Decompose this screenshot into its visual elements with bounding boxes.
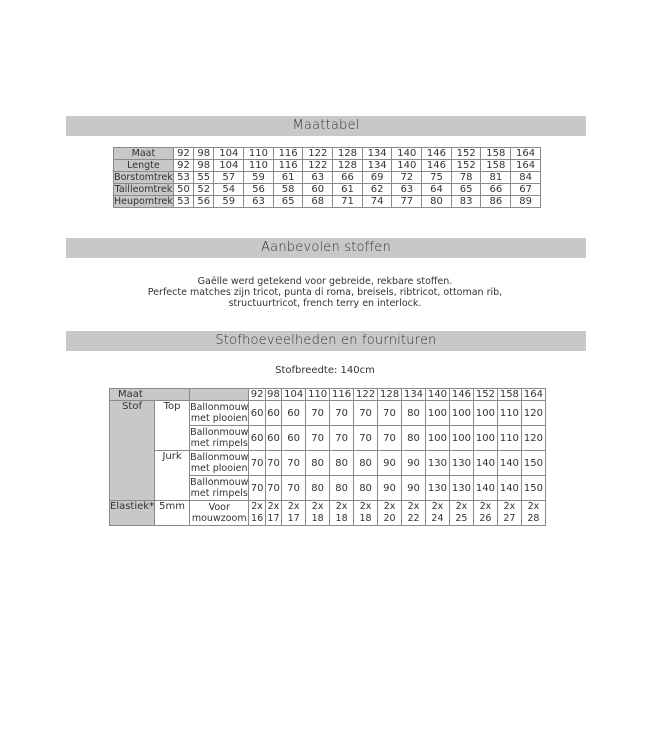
yardage-cell: 70 [265, 451, 281, 476]
size-cell: 140 [392, 148, 422, 160]
size-cell: 164 [511, 148, 541, 160]
yardage-desc: Ballonmouw met plooien [190, 402, 249, 424]
yardage-header-blank [190, 389, 249, 401]
yardage-desc: Ballonmouw met rimpels [190, 427, 249, 449]
size-row [114, 172, 541, 184]
size-row [114, 148, 541, 160]
size-cell: 61 [333, 184, 363, 196]
elastic-cell: 2x 24 [425, 501, 449, 526]
yardage-cell: 90 [402, 476, 426, 501]
size-cell: 84 [511, 172, 541, 184]
size-cell: 66 [333, 172, 363, 184]
size-cell: 81 [481, 172, 511, 184]
yardage-cell: 120 [521, 426, 545, 451]
yardage-cell: 100 [425, 426, 449, 451]
yardage-size: 104 [282, 389, 306, 401]
fabrics-line-3: structuurtricot, french terry en interlock. [228, 298, 422, 309]
size-cell: 66 [481, 184, 511, 196]
yardage-cell: 60 [282, 401, 306, 426]
size-cell: 60 [303, 184, 333, 196]
yardage-cell: 60 [249, 401, 265, 426]
elastic-width: 5mm [155, 501, 190, 526]
yardage-cell: 80 [354, 451, 378, 476]
size-cell: 152 [451, 160, 481, 172]
yardage-cell: 140 [497, 476, 521, 501]
yardage-desc: Ballonmouw met rimpels [190, 477, 249, 499]
size-cell: 77 [392, 196, 422, 208]
fabrics-line-1: Gaëlle werd getekend voor gebreide, rekbare stoffen. [197, 276, 453, 287]
size-row [114, 196, 541, 208]
yardage-row [110, 451, 546, 476]
size-cell: 128 [333, 148, 363, 160]
size-cell: 72 [392, 172, 422, 184]
size-cell: 74 [362, 196, 392, 208]
size-row-label: Maat [114, 148, 174, 160]
size-cell: 69 [362, 172, 392, 184]
yardage-header-row [110, 389, 546, 401]
yardage-desc: Ballonmouw met plooien [190, 452, 249, 474]
yardage-cell: 140 [497, 451, 521, 476]
size-cell: 65 [451, 184, 481, 196]
size-cell: 134 [362, 148, 392, 160]
elastic-desc: Voor mouwzoom [190, 501, 249, 526]
yardage-cell: 130 [449, 451, 473, 476]
yardage-cell: 130 [425, 476, 449, 501]
jurk-label: Jurk [155, 451, 190, 501]
yardage-cell: 70 [306, 401, 330, 426]
yardage-size: 98 [267, 389, 280, 400]
size-cell: 86 [481, 196, 511, 208]
size-row-label: Heupomtrek [114, 196, 173, 207]
yardage-cell: 110 [497, 426, 521, 451]
size-cell: 110 [244, 148, 274, 160]
yardage-size: 122 [354, 389, 378, 401]
size-cell: 89 [511, 196, 541, 208]
fabrics-line-2: Perfecte matches zijn tricot, punta di roma, breisels, ribtricot, ottoman rib, [147, 287, 503, 298]
size-cell: 75 [422, 172, 452, 184]
yardage-cell: 70 [378, 426, 402, 451]
yardage-cell: 70 [249, 451, 265, 476]
size-cell: 104 [214, 160, 244, 172]
yardage-cell: 130 [425, 451, 449, 476]
size-cell: 92 [173, 160, 193, 172]
yardage-cell: 70 [378, 401, 402, 426]
size-cell: 152 [451, 148, 481, 160]
yardage-cell: 120 [521, 401, 545, 426]
yardage-header-label: Maat [110, 389, 190, 401]
yardage-table [109, 388, 546, 526]
size-cell: 146 [422, 148, 452, 160]
size-cell: 140 [392, 160, 422, 172]
yardage-cell: 100 [473, 401, 497, 426]
elastic-cell: 2x 17 [282, 501, 306, 526]
size-row-label: Borstomtrek [114, 172, 173, 183]
yardage-cell: 80 [330, 451, 354, 476]
yardage-cell: 100 [425, 401, 449, 426]
yardage-cell: 70 [354, 401, 378, 426]
size-cell: 92 [173, 148, 193, 160]
yardage-cell: 80 [306, 451, 330, 476]
size-cell: 63 [392, 184, 422, 196]
size-cell: 59 [214, 196, 244, 208]
yardage-size: 152 [473, 389, 497, 401]
size-row-label: Lengte [114, 160, 174, 172]
size-cell: 158 [481, 160, 511, 172]
yardage-cell: 100 [473, 426, 497, 451]
size-cell: 61 [273, 172, 303, 184]
elastic-cell: 2x 18 [306, 501, 330, 526]
yardage-cell: 70 [354, 426, 378, 451]
yardage-cell: 90 [378, 451, 402, 476]
size-cell: 54 [214, 184, 244, 196]
size-table-title: Maattabel [66, 116, 586, 136]
fabrics-title: Aanbevolen stoffen [66, 238, 586, 258]
yardage-title: Stofhoeveelheden en fournituren [66, 331, 586, 351]
yardage-cell: 60 [249, 426, 265, 451]
yardage-cell: 70 [282, 451, 306, 476]
size-cell: 110 [244, 160, 274, 172]
size-cell: 134 [362, 160, 392, 172]
size-cell: 104 [214, 148, 244, 160]
size-cell: 58 [273, 184, 303, 196]
size-cell: 128 [333, 160, 363, 172]
yardage-cell: 70 [282, 476, 306, 501]
fabric-width: Stofbreedte: 140cm [275, 365, 375, 376]
yardage-size: 92 [250, 389, 264, 400]
yardage-size: 146 [449, 389, 473, 401]
size-cell: 83 [451, 196, 481, 208]
size-cell: 146 [422, 160, 452, 172]
yardage-cell: 80 [354, 476, 378, 501]
size-cell: 63 [303, 172, 333, 184]
yardage-cell: 60 [282, 426, 306, 451]
yardage-cell: 110 [497, 401, 521, 426]
yardage-cell: 70 [265, 476, 281, 501]
yardage-cell: 80 [402, 401, 426, 426]
size-cell: 57 [214, 172, 244, 184]
yardage-row [110, 401, 546, 426]
size-cell: 78 [451, 172, 481, 184]
top-label: Top [155, 401, 190, 451]
yardage-cell: 80 [306, 476, 330, 501]
yardage-cell: 130 [449, 476, 473, 501]
yardage-cell: 60 [265, 401, 281, 426]
yardage-size: 164 [521, 389, 545, 401]
size-cell: 116 [273, 160, 303, 172]
size-cell: 158 [481, 148, 511, 160]
elastic-row [110, 501, 546, 526]
yardage-size: 134 [402, 389, 426, 401]
size-cell: 122 [303, 160, 333, 172]
elastic-cell: 2x 26 [473, 501, 497, 526]
size-cell: 50 [173, 184, 193, 196]
yardage-cell: 60 [265, 426, 281, 451]
size-cell: 53 [173, 196, 193, 208]
size-cell: 98 [194, 148, 214, 160]
size-cell: 122 [303, 148, 333, 160]
size-cell: 116 [273, 148, 303, 160]
yardage-cell: 70 [330, 401, 354, 426]
yardage-cell: 150 [521, 476, 545, 501]
stof-label: Stof [110, 401, 155, 501]
size-cell: 64 [422, 184, 452, 196]
elastic-cell: 2x 18 [330, 501, 354, 526]
yardage-cell: 150 [521, 451, 545, 476]
size-table [113, 147, 541, 208]
size-cell: 164 [511, 160, 541, 172]
size-cell: 59 [244, 172, 274, 184]
elastic-cell: 2x 28 [521, 501, 545, 526]
size-cell: 53 [173, 172, 193, 184]
yardage-cell: 80 [402, 426, 426, 451]
yardage-size: 110 [306, 389, 330, 401]
size-cell: 71 [333, 196, 363, 208]
size-row-label: Tailleomtrek [114, 184, 173, 195]
size-cell: 63 [244, 196, 274, 208]
size-cell: 55 [194, 172, 214, 184]
yardage-cell: 90 [378, 476, 402, 501]
size-cell: 98 [194, 160, 214, 172]
yardage-size: 128 [378, 389, 402, 401]
yardage-size: 158 [497, 389, 521, 401]
yardage-cell: 140 [473, 476, 497, 501]
yardage-cell: 80 [330, 476, 354, 501]
elastic-label: Elastiek* [110, 501, 155, 526]
size-cell: 56 [244, 184, 274, 196]
size-cell: 65 [273, 196, 303, 208]
yardage-size: 116 [330, 389, 354, 401]
yardage-cell: 70 [306, 426, 330, 451]
yardage-cell: 140 [473, 451, 497, 476]
size-cell: 80 [422, 196, 452, 208]
size-cell: 62 [362, 184, 392, 196]
yardage-cell: 90 [402, 451, 426, 476]
size-row [114, 160, 541, 172]
yardage-cell: 100 [449, 401, 473, 426]
size-row [114, 184, 541, 196]
size-cell: 68 [303, 196, 333, 208]
elastic-cell: 2x 27 [497, 501, 521, 526]
elastic-cell: 2x 25 [449, 501, 473, 526]
yardage-cell: 70 [249, 476, 265, 501]
size-cell: 56 [194, 196, 214, 208]
size-cell: 67 [511, 184, 541, 196]
elastic-cell: 2x 22 [402, 501, 426, 526]
yardage-cell: 70 [330, 426, 354, 451]
elastic-cell: 2x 16 [249, 501, 265, 526]
yardage-cell: 100 [449, 426, 473, 451]
yardage-size: 140 [425, 389, 449, 401]
elastic-cell: 2x 17 [265, 501, 281, 526]
size-cell: 52 [194, 184, 214, 196]
elastic-cell: 2x 18 [354, 501, 378, 526]
elastic-cell: 2x 20 [378, 501, 402, 526]
